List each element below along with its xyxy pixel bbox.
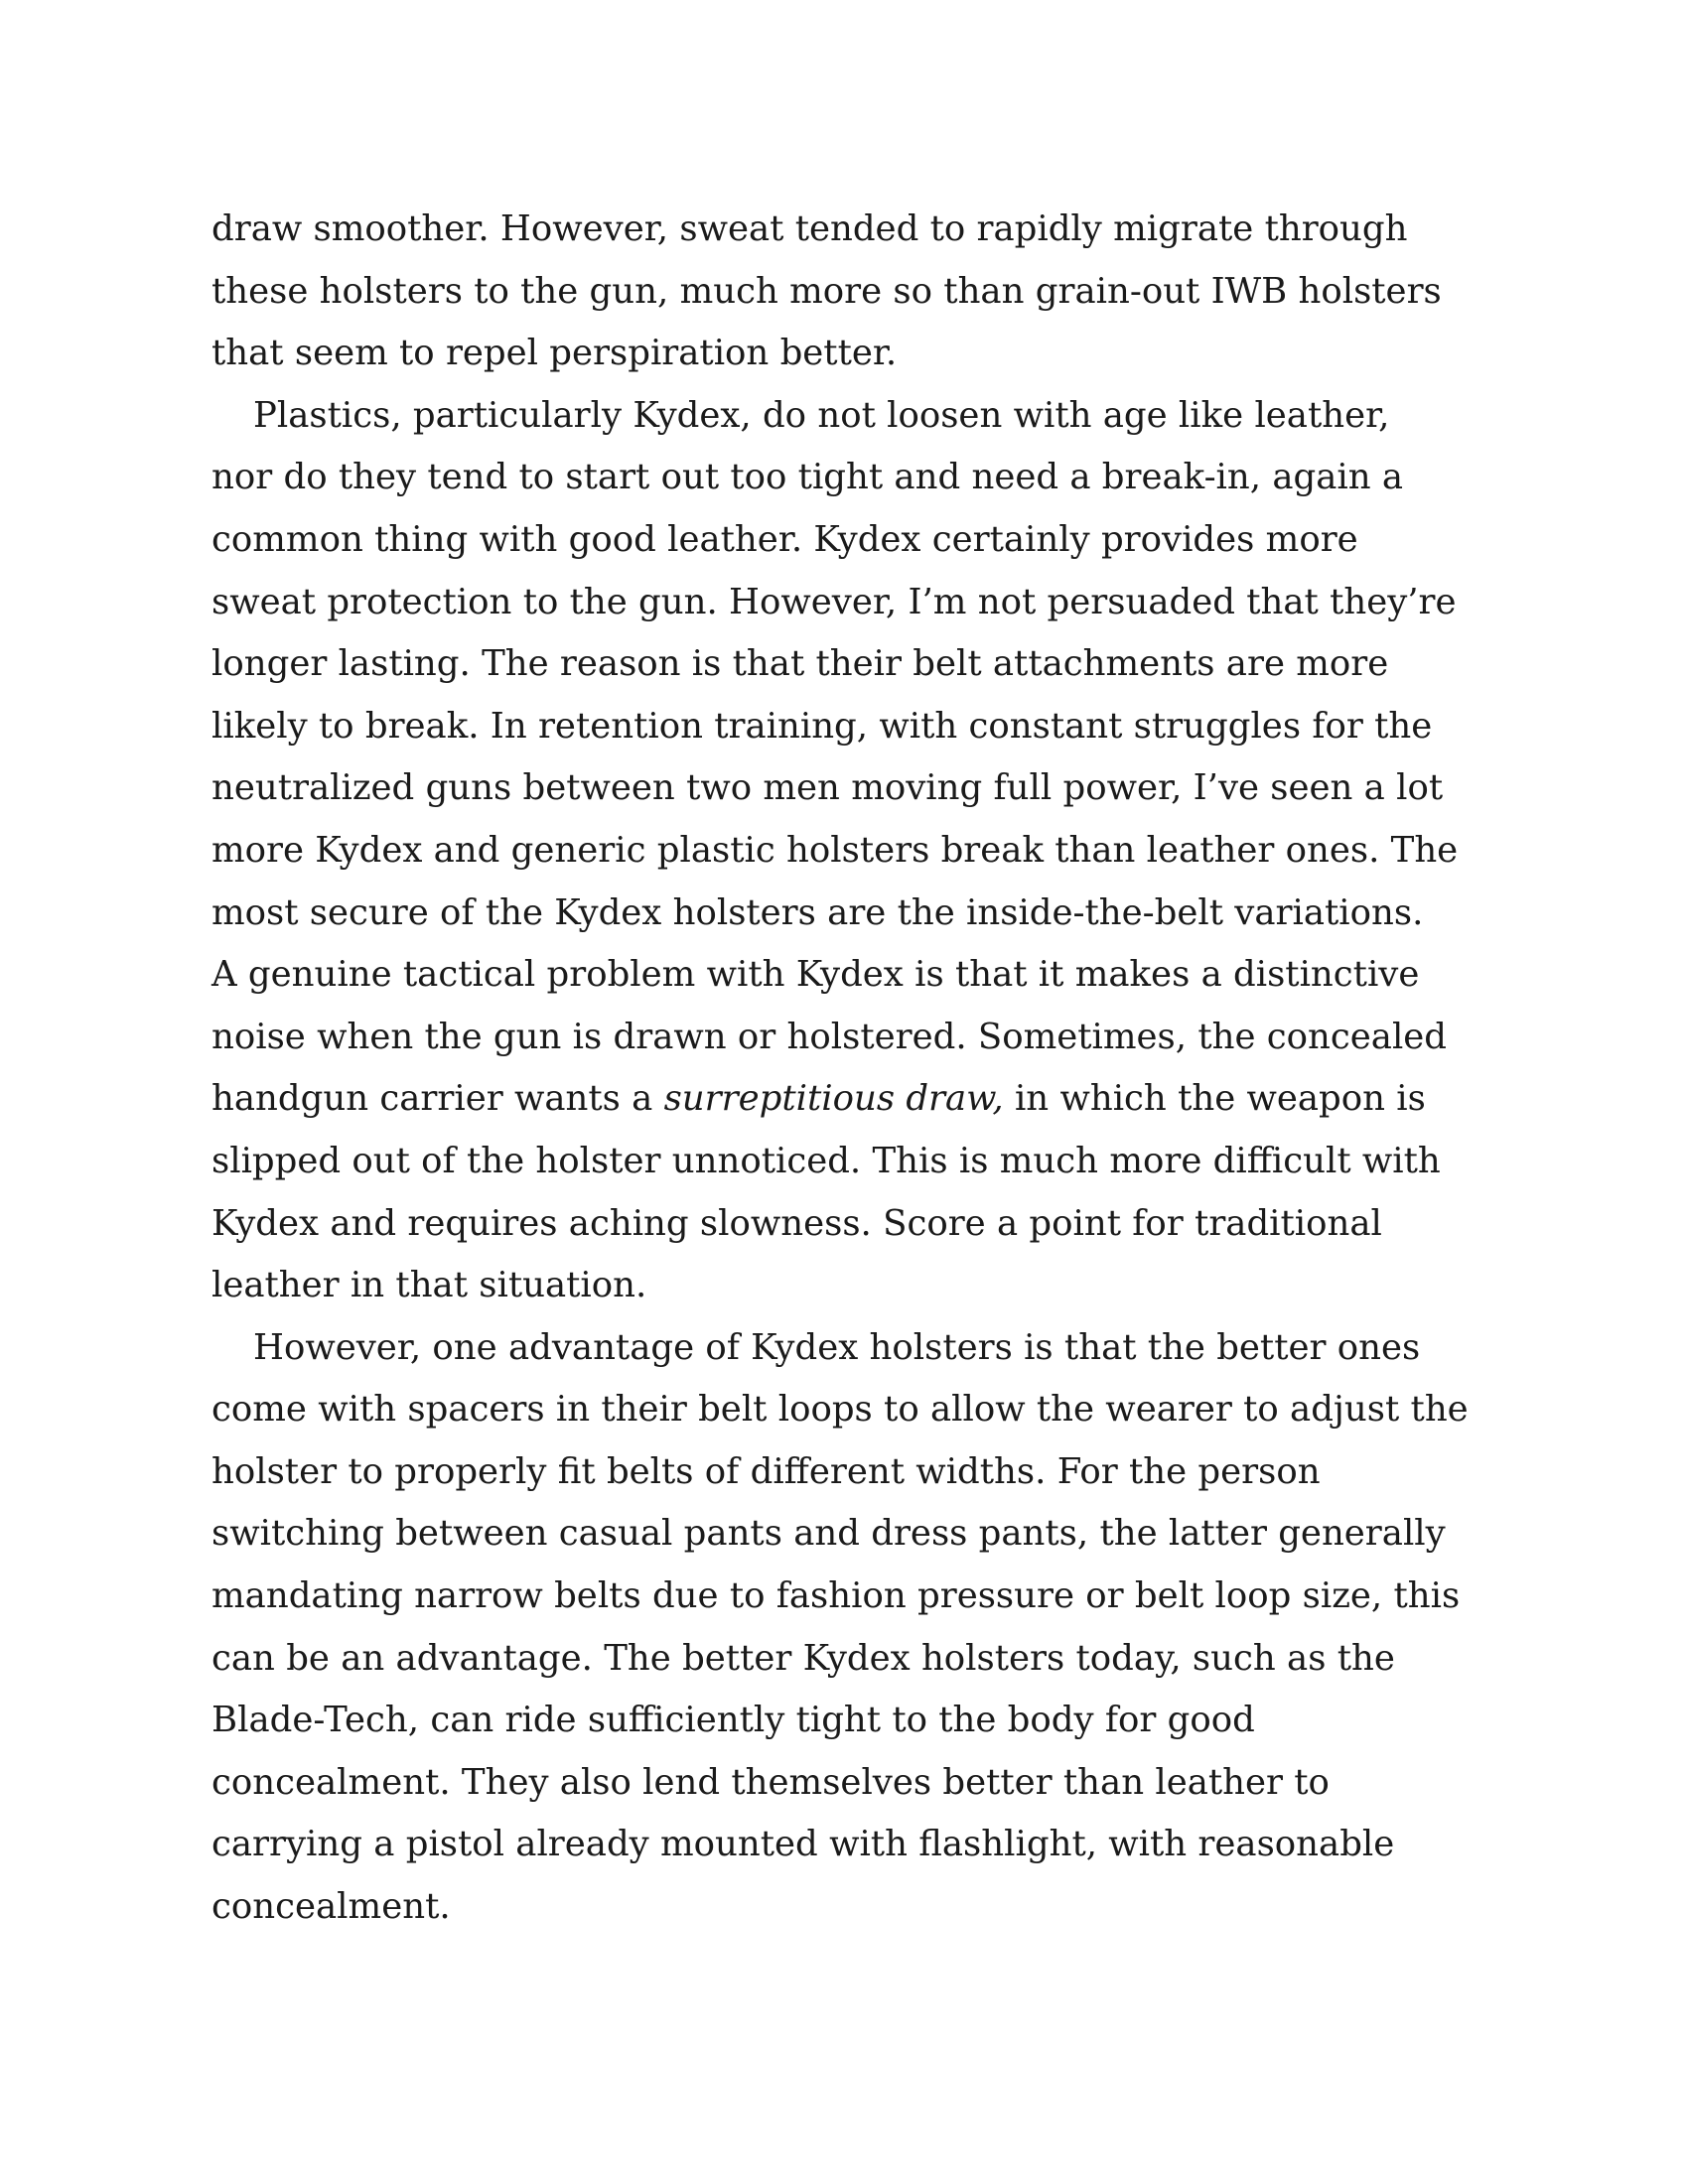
text-line: can be an advantage. The better Kydex holsters today, such as the — [211, 1637, 1395, 1679]
text-line: concealment. They also lend themselves better than leather to — [211, 1761, 1330, 1803]
text-line: However, one advantage of Kydex holsters is that the better ones — [253, 1326, 1421, 1368]
text-line: Blade-Tech, can ride sufficiently tight to the body for good — [211, 1700, 1255, 1741]
text-line: longer lasting. The reason is that their belt attachments are more — [211, 643, 1389, 685]
text-line — [211, 1068, 1477, 1131]
text-line: holster to properly fit belts of different widths. For the person — [211, 1450, 1321, 1492]
text-line: slipped out of the holster unnoticed. This is much more difficult with — [211, 1140, 1441, 1181]
text-line: more Kydex and generic plastic holsters break than leather ones. The — [211, 829, 1459, 871]
text-run: handgun carrier wants a — [211, 1078, 664, 1120]
text-line: Kydex and requires aching slowness. Score a point for traditional — [211, 1202, 1382, 1244]
text-run: in which the weapon is — [1003, 1078, 1426, 1120]
text-line: common thing with good leather. Kydex certainly provides more — [211, 518, 1358, 560]
text-line: likely to break. In retention training, with constant struggles for the — [211, 705, 1433, 747]
text-line: switching between casual pants and dress pants, the latter generally — [211, 1513, 1446, 1555]
text-line: concealment. — [211, 1886, 451, 1928]
italic-term: surreptitious draw, — [663, 1078, 1004, 1120]
text-line: most secure of the Kydex holsters are the inside-the-belt variations. — [211, 891, 1424, 933]
text-line: nor do they tend to start out too tight and need a break-in, again a — [211, 457, 1404, 498]
text-line: that seem to repel perspiration better. — [211, 333, 898, 374]
text-line: sweat protection to the gun. However, I’m not persuaded that they’re — [211, 581, 1457, 622]
text-line: Plastics, particularly Kydex, do not loosen with age like leather, — [253, 394, 1390, 436]
body-text — [211, 199, 1477, 1939]
text-line: these holsters to the gun, much more so than grain-out IWB holsters — [211, 270, 1442, 312]
text-line: neutralized guns between two men moving full power, I’ve seen a lot — [211, 767, 1444, 809]
text-line: draw smoother. However, sweat tended to rapidly migrate through — [211, 208, 1408, 249]
text-line: mandating narrow belts due to fashion pressure or belt loop size, this — [211, 1575, 1461, 1617]
text-line: carrying a pistol already mounted with flashlight, with reasonable — [211, 1824, 1395, 1865]
text-line: leather in that situation. — [211, 1265, 647, 1306]
text-line: noise when the gun is drawn or holstered. Sometimes, the concealed — [211, 1016, 1448, 1057]
text-line: A genuine tactical problem with Kydex is that it makes a distinctive — [211, 954, 1420, 996]
text-line: come with spacers in their belt loops to allow the wearer to adjust the — [211, 1389, 1469, 1431]
